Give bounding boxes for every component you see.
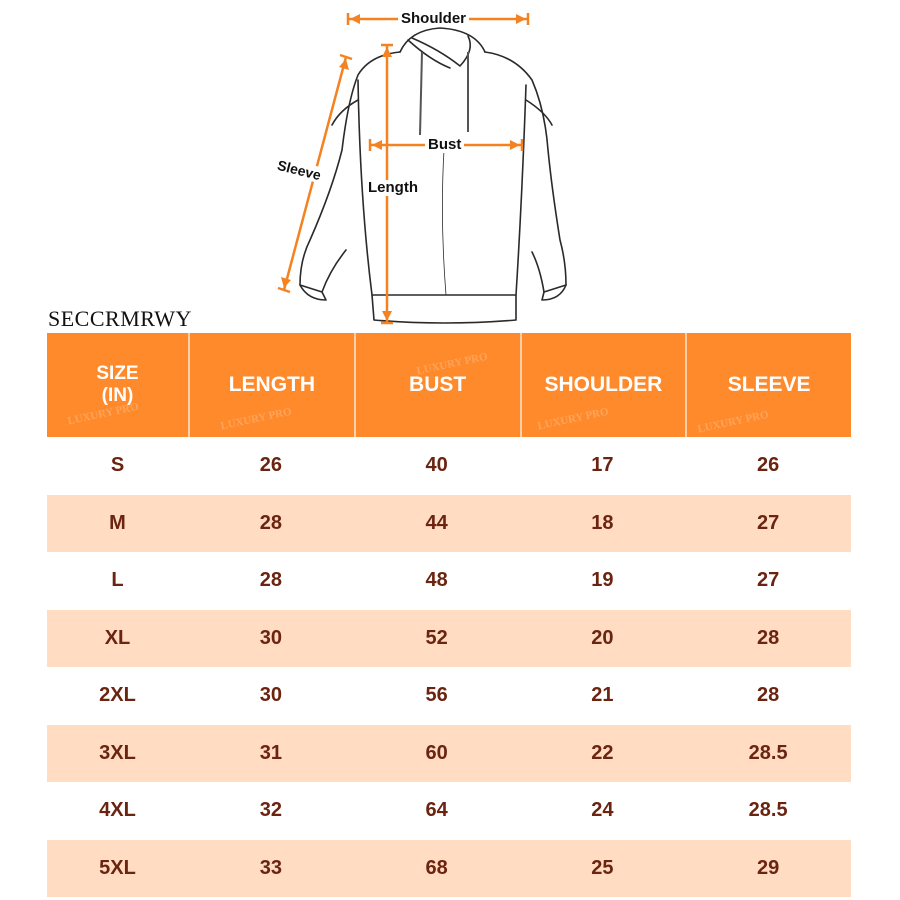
table-row	[47, 782, 851, 840]
watermark: LUXURY PRO	[66, 400, 140, 428]
header-length-label: LENGTH	[228, 373, 316, 396]
cell-shoulder: 17	[591, 454, 614, 477]
watermark: LUXURY PRO	[219, 405, 293, 433]
cell-bust: 40	[425, 454, 448, 477]
cell-bust: 52	[425, 626, 448, 649]
sleeve-label: Sleeve	[273, 156, 326, 184]
header-shoulder	[520, 333, 686, 437]
shoulder-label: Shoulder	[398, 11, 469, 27]
table-row	[47, 840, 851, 898]
header-size	[47, 333, 188, 437]
cell-size: 5XL	[99, 856, 136, 879]
cell-length: 32	[259, 799, 282, 822]
watermark: LUXURY PRO	[696, 408, 770, 436]
cell-shoulder: 22	[591, 741, 614, 764]
cell-sleeve: 26	[757, 454, 780, 477]
table-row	[47, 610, 851, 668]
cell-size: S	[110, 454, 125, 477]
cell-size: 2XL	[99, 684, 136, 707]
table-row	[47, 437, 851, 495]
bust-label: Bust	[425, 137, 464, 153]
header-sleeve-label: SLEEVE	[727, 373, 811, 396]
cell-length: 33	[259, 856, 282, 879]
size-chart-table	[47, 333, 851, 897]
cell-shoulder: 25	[591, 856, 614, 879]
cell-bust: 56	[425, 684, 448, 707]
cell-size: 4XL	[99, 799, 136, 822]
cell-shoulder: 24	[591, 799, 614, 822]
table-row	[47, 667, 851, 725]
cell-shoulder: 21	[591, 684, 614, 707]
cell-shoulder: 18	[591, 511, 614, 534]
header-shoulder-label: SHOULDER	[544, 373, 663, 396]
cell-length: 26	[259, 454, 282, 477]
cell-shoulder: 20	[591, 626, 614, 649]
cell-length: 28	[259, 569, 282, 592]
cell-bust: 60	[425, 741, 448, 764]
cell-bust: 64	[425, 799, 448, 822]
watermark: LUXURY PRO	[415, 350, 489, 378]
cell-shoulder: 19	[591, 569, 614, 592]
cell-bust: 68	[425, 856, 448, 879]
cell-sleeve: 28.5	[748, 741, 788, 764]
cell-size: M	[109, 511, 126, 534]
cell-sleeve: 28	[757, 684, 780, 707]
cell-length: 31	[259, 741, 282, 764]
hoodie-measurement-diagram	[260, 0, 590, 330]
cell-size: L	[111, 569, 124, 592]
header-bust	[354, 333, 520, 437]
table-row	[47, 725, 851, 783]
header-sleeve	[685, 333, 851, 437]
cell-length: 30	[259, 626, 282, 649]
cell-sleeve: 28.5	[748, 799, 788, 822]
header-length	[188, 333, 354, 437]
cell-sleeve: 28	[757, 626, 780, 649]
header-size-line1: SIZE	[96, 363, 139, 384]
cell-bust: 44	[425, 511, 448, 534]
cell-sleeve: 29	[757, 856, 780, 879]
length-label: Length	[365, 180, 421, 196]
brand-name: SECCRMRWY	[48, 306, 192, 331]
table-row	[47, 552, 851, 610]
table-header-row	[47, 333, 851, 437]
cell-sleeve: 27	[757, 569, 780, 592]
table-row	[47, 495, 851, 553]
watermark: LUXURY PRO	[536, 405, 610, 433]
cell-size: 3XL	[99, 741, 136, 764]
cell-length: 28	[259, 511, 282, 534]
cell-length: 30	[259, 684, 282, 707]
header-bust-label: BUST	[409, 373, 467, 396]
header-size-line2: (IN)	[101, 385, 134, 406]
cell-sleeve: 27	[757, 511, 780, 534]
cell-bust: 48	[425, 569, 448, 592]
cell-size: XL	[104, 626, 131, 649]
